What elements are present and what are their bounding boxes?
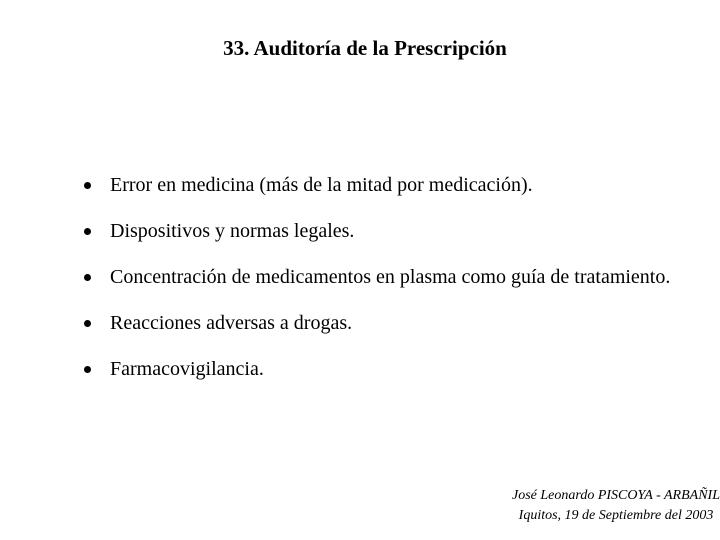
slide-title: 33. Auditoría de la Prescripción [223, 36, 507, 60]
bullet-dot-icon [84, 366, 91, 373]
bullet-item [84, 169, 696, 201]
bullet-item [84, 261, 696, 293]
signature-block [512, 486, 720, 526]
bullet-text: Dispositivos y normas legales. [110, 220, 355, 242]
bullet-item [84, 307, 696, 339]
bullet-text: Concentración de medicamentos en plasma como guía de tratamiento. [110, 266, 671, 288]
bullet-dot-icon [84, 228, 91, 235]
bullet-item [84, 215, 696, 247]
bullet-dot-icon [84, 320, 91, 327]
place-date: Iquitos, 19 de Septiembre del 2003 [518, 508, 714, 523]
bullet-item [84, 353, 696, 385]
bullet-list [84, 169, 696, 399]
bullet-text: Error en medicina (más de la mitad por medicación). [110, 174, 533, 196]
author-name: José Leonardo PISCOYA - ARBAÑIL [512, 488, 720, 503]
bullet-text: Reacciones adversas a drogas. [110, 312, 353, 334]
bullet-dot-icon [84, 182, 91, 189]
bullet-text: Farmacovigilancia. [110, 358, 264, 380]
bullet-dot-icon [84, 274, 91, 281]
